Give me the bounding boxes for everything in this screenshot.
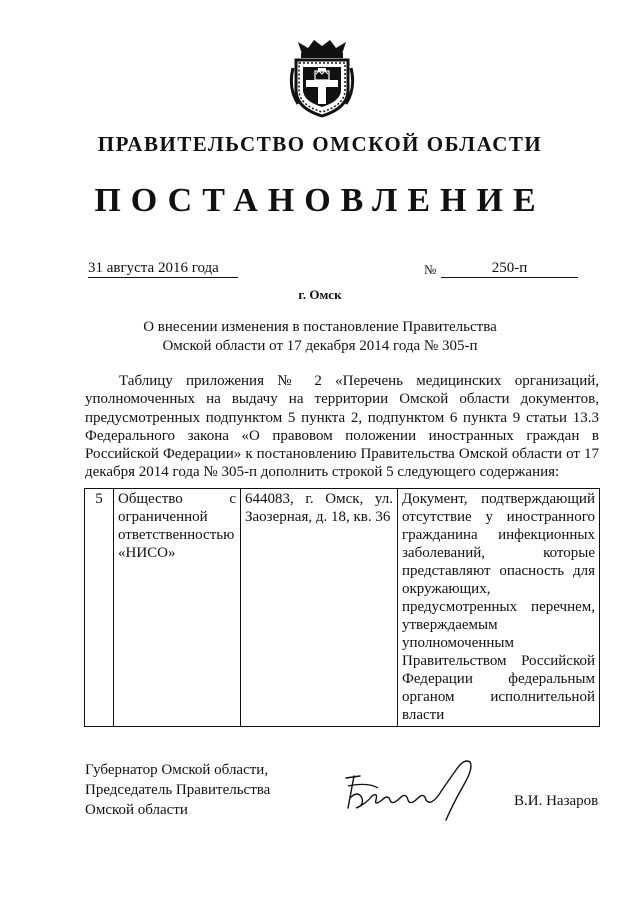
document-city: г. Омск: [298, 287, 342, 302]
document-number-label: №: [424, 262, 437, 277]
row-number-cell: 5: [85, 489, 114, 727]
document-subject: [0, 318, 640, 356]
governor-position: [85, 760, 270, 820]
position-line-3: Омской области: [85, 802, 188, 818]
position-line-1: Губернатор Омской области,: [85, 762, 269, 778]
address-cell: 644083, г. Омск, ул. Заозерная, д. 18, кв. 36: [241, 489, 398, 727]
handwritten-signature-icon: [338, 748, 498, 828]
organization-title: ПРАВИТЕЛЬСТВО ОМСКОЙ ОБЛАСТИ: [97, 132, 543, 156]
document-type-title: ПОСТАНОВЛЕНИЕ: [94, 182, 546, 219]
position-line-2: Председатель Правительства: [85, 782, 271, 798]
document-date: 31 августа 2016 года: [88, 260, 238, 278]
table-row: [85, 489, 600, 727]
subject-line-2: Омской области от 17 декабря 2014 года № 305-п: [162, 338, 478, 354]
document-cell: Документ, подтверждающий отсутствие у иностранного гражданина инфекционных заболеваний, которые представляют опасность для окружающих, предусмотренных перечнем, утверждаемым уполномоченным Правительством Российской Федерации федеральным органом исполнительной власти: [398, 489, 600, 727]
body-paragraph: Таблицу приложения № 2 «Перечень медицинских организаций, уполномоченных на выдачу на территории Омской области документов, предусмотренных подпунктом 5 пункта 2, подпунктом 6 пункта 9 статьи 13.3 Федерального закона «О правовом положении иностранных граждан в Российской Федерации» к постановлению Правительства Омской области от 17 декабря 2014 года № 305-п дополнить строкой 5 следующего содержания:: [85, 373, 599, 481]
document-number: 250-п: [441, 260, 578, 278]
organization-cell: Общество с ограниченной ответственностью «НИСО»: [114, 489, 241, 727]
subject-line-1: О внесении изменения в постановление Правительства: [143, 319, 497, 335]
amendment-table: [84, 488, 600, 727]
omsk-coat-of-arms-icon: [288, 38, 356, 118]
signer-name: В.И. Назаров: [514, 793, 599, 809]
